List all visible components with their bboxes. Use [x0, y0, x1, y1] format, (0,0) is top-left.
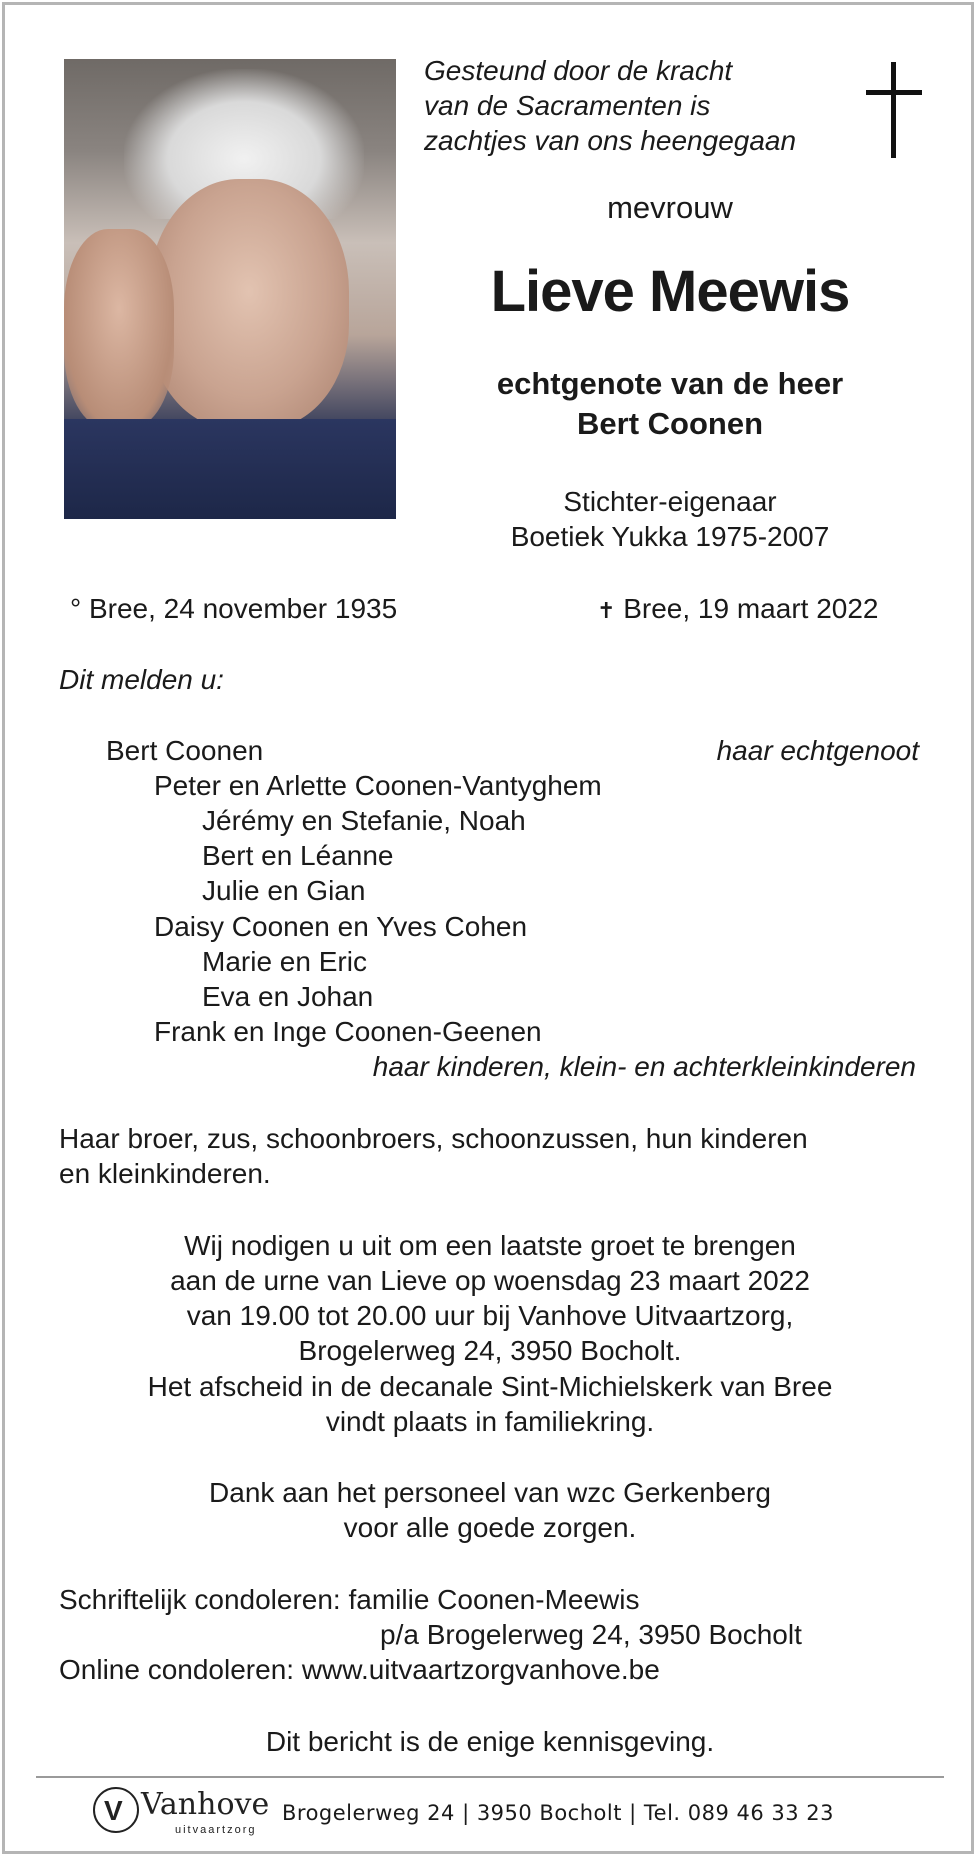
family-member: Marie en Eric	[202, 946, 367, 977]
family-member: Daisy Coonen en Yves Cohen	[154, 911, 528, 942]
invitation-line-5: Het afscheid in de decanale Sint-Michielskerk van Bree	[147, 1371, 833, 1402]
written-condolences-address: p/a Brogelerweg 24, 3950 Bocholt	[380, 1619, 802, 1650]
occupation-line-2: Boetiek Yukka 1975-2007	[510, 521, 830, 552]
children-role: haar kinderen, klein- en achterkleinkinderen	[372, 1051, 916, 1082]
salutation: mevrouw	[607, 190, 733, 225]
family-member: Bert en Léanne	[202, 840, 394, 871]
thanks-line-2: voor alle goede zorgen.	[343, 1512, 637, 1543]
portrait-photo	[64, 59, 396, 519]
cross-icon	[866, 62, 922, 158]
deceased-name: Lieve Meewis	[490, 259, 850, 324]
logo-name: Vanhove	[141, 1787, 270, 1822]
written-condolences: Schriftelijk condoleren: familie Coonen-Meewis	[59, 1584, 640, 1615]
quote-line-3: zachtjes van ons heengegaan	[424, 125, 797, 156]
footer-divider	[36, 1776, 944, 1778]
invitation-line-3: van 19.00 tot 20.00 uur bij Vanhove Uitvaartzorg,	[186, 1300, 794, 1331]
logo-subtitle: uitvaartzorg	[175, 1824, 257, 1836]
relatives-line-1: Haar broer, zus, schoonbroers, schoonzussen, hun kinderen	[59, 1123, 808, 1154]
family-member: Jérémy en Stefanie, Noah	[202, 805, 526, 836]
invitation-line-1: Wij nodigen u uit om een laatste groet te brengen	[184, 1230, 796, 1261]
family-member: Peter en Arlette Coonen-Vantyghem	[154, 770, 602, 801]
online-condolences: Online condoleren: www.uitvaartzorgvanhove.be	[59, 1654, 660, 1685]
spouse-role: haar echtgenoot	[716, 735, 919, 766]
invitation-line-4: Brogelerweg 24, 3950 Bocholt.	[298, 1335, 682, 1366]
footer-address: Brogelerweg 24 | 3950 Bocholt | Tel. 089 46 33 23	[282, 1801, 835, 1825]
relatives-line-2: en kleinkinderen.	[59, 1158, 271, 1189]
vanhove-logo: V Vanhove uitvaartzorg	[93, 1787, 271, 1841]
spouse-line-2: Bert Coonen	[577, 406, 763, 441]
death-date: ✝ Bree, 19 maart 2022	[597, 593, 879, 624]
quote-line-1: Gesteund door de kracht	[424, 55, 733, 86]
family-member: Julie en Gian	[202, 875, 366, 906]
death-cross-icon: ✝	[597, 598, 616, 623]
invitation-line-6: vindt plaats in familiekring.	[325, 1406, 655, 1437]
family-member: Eva en Johan	[202, 981, 374, 1012]
quote-line-2: van de Sacramenten is	[424, 90, 711, 121]
birth-date: ° Bree, 24 november 1935	[70, 593, 398, 624]
notice-text: Dit bericht is de enige kennisgeving.	[265, 1726, 715, 1757]
family-member: Frank en Inge Coonen-Geenen	[154, 1016, 542, 1047]
occupation-line-1: Stichter-eigenaar	[563, 486, 777, 517]
spouse-line-1: echtgenote van de heer	[496, 366, 844, 401]
thanks-line-1: Dank aan het personeel van wzc Gerkenberg	[209, 1477, 771, 1508]
spouse-name: Bert Coonen	[106, 735, 264, 766]
announce-text: Dit melden u:	[59, 664, 224, 695]
invitation-line-2: aan de urne van Lieve op woensdag 23 maart 2022	[170, 1265, 810, 1296]
